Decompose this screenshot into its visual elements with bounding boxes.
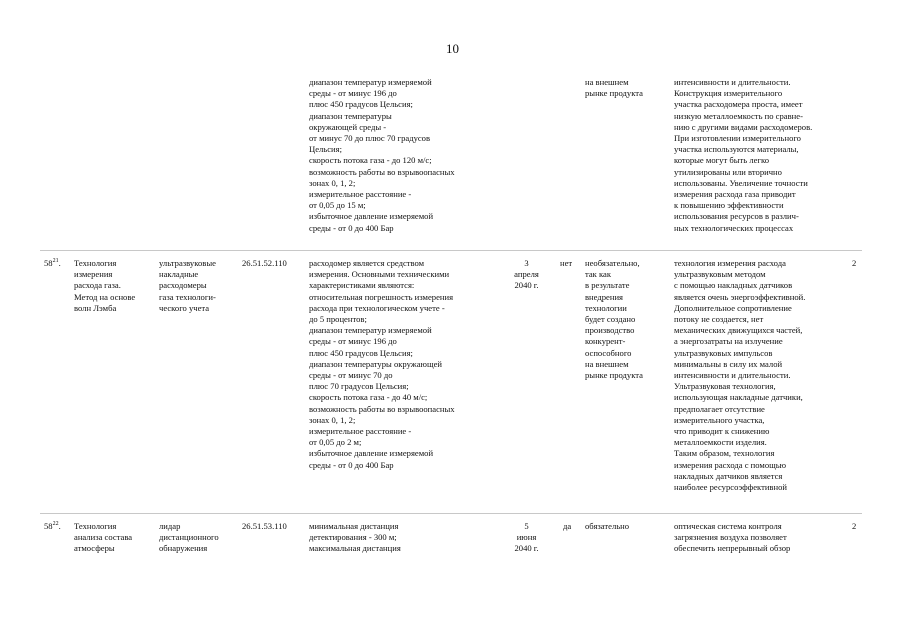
row-number — [44, 258, 61, 269]
flag-value: да — [563, 521, 572, 531]
okpd-code: 26.51.52.110 — [242, 258, 287, 268]
continuation-effect: интенсивности и длительности. Конструкция измерительного участка расходомера проста, имеет низкую металлоемкость по сравне- нию с другими видами расходомеров. При изготовлении измерительного участка используются материалы, которые могут быть легко утилизированы или вторично использованы. Увеличение точности измерения расхода газа приводит к повышению эффективности использования ресурсов в различ- ных технологических процессах — [674, 77, 813, 233]
continuation-justification: на внешнем рынке продукта — [585, 77, 643, 99]
product-name: лидар дистанционного обнаружения — [159, 521, 219, 554]
product-name: ультразвуковые накладные расходомеры газа технологи- ческого учета — [159, 258, 216, 313]
continuation-characteristics: диапазон температур измеряемой среды - от минус 196 до плюс 450 градусов Цельсия; диапазон температуры окружающей среды - от минус 70 до плюс 70 градусов Цельсия; скорость потока газа - до 120 м/с; возможность работы во взрывоопасных зонах 0, 1, 2; измерительное расстояние - от 0,05 до 15 м; избыточное давление измеряемой среды - от 0 до 400 Бар — [309, 77, 455, 233]
justification: обязательно — [585, 521, 630, 531]
row-number — [44, 521, 61, 532]
row-number-superscript: 22 — [52, 521, 59, 527]
technology-name: Технология анализа состава атмосферы — [74, 521, 133, 554]
row-separator — [40, 250, 862, 251]
technology-name: Технология измерения расхода газа. Метод на основе волн Лэмба — [74, 258, 136, 313]
page-number: 10 — [446, 41, 459, 56]
row-separator — [40, 513, 862, 514]
technical-characteristics: расходомер является средством измерения. Основными техническими характеристиками являются: относительная погрешность измерения расхода при технологическом учете - до 5 процентов; диапазон температур измеряемой среды - от минус 196 до плюс 450 градусов Цельсия; диапазон температуры окружающей среды - от минус 70 до плюс 70 градусов Цельсия; скорость потока газа - до 40 м/с; возможность работы во взрывоопасных зонах 0, 1, 2; измерительное расстояние - от 0,05 до 2 м; избыточное давление измеряемой среды - от 0 до 400 Бар — [309, 258, 455, 470]
deadline-date: 3 апреля 2040 г. — [514, 258, 539, 291]
justification: необязательно, так как в результате внедрения технологии будет создано производство конкурент- оспособного на внешнем рынке продукта — [585, 258, 643, 381]
efficiency-description: технология измерения расхода ультразвуковым методом с помощью накладных датчиков является очень энергоэффективной. Дополнительное сопротивление потоку не создается, нет механических движущихся частей, а энергозатраты на излучение ультразвуковых импульсов минимальны в силу их малой интенсивности и длительности. Ультразвуковая технология, использующая накладные датчики, предполагает отсутствие измерительного участка, что приводит к снижению металлоемкости изделия. Таким образом, технология измерения расхода с помощью накладных датчиков является наиболее ресурсоэффективной — [674, 258, 806, 493]
last-column-value: 2 — [852, 521, 857, 531]
row-number-base: 58 — [44, 521, 53, 531]
efficiency-description: оптическая система контроля загрязнения воздуха позволяет обеспечить непрерывный обзор — [674, 521, 791, 554]
row-number-base: 58 — [44, 258, 53, 268]
row-number-suffix: . — [58, 521, 61, 531]
last-column-value: 2 — [852, 258, 857, 268]
flag-value: нет — [560, 258, 573, 268]
technical-characteristics: минимальная дистанция детектирования - 300 м; максимальная дистанция — [309, 521, 401, 554]
okpd-code: 26.51.53.110 — [242, 521, 287, 531]
deadline-date: 5 июня 2040 г. — [514, 521, 539, 554]
row-number-superscript: 21 — [52, 258, 59, 264]
row-number-suffix: . — [58, 258, 61, 268]
